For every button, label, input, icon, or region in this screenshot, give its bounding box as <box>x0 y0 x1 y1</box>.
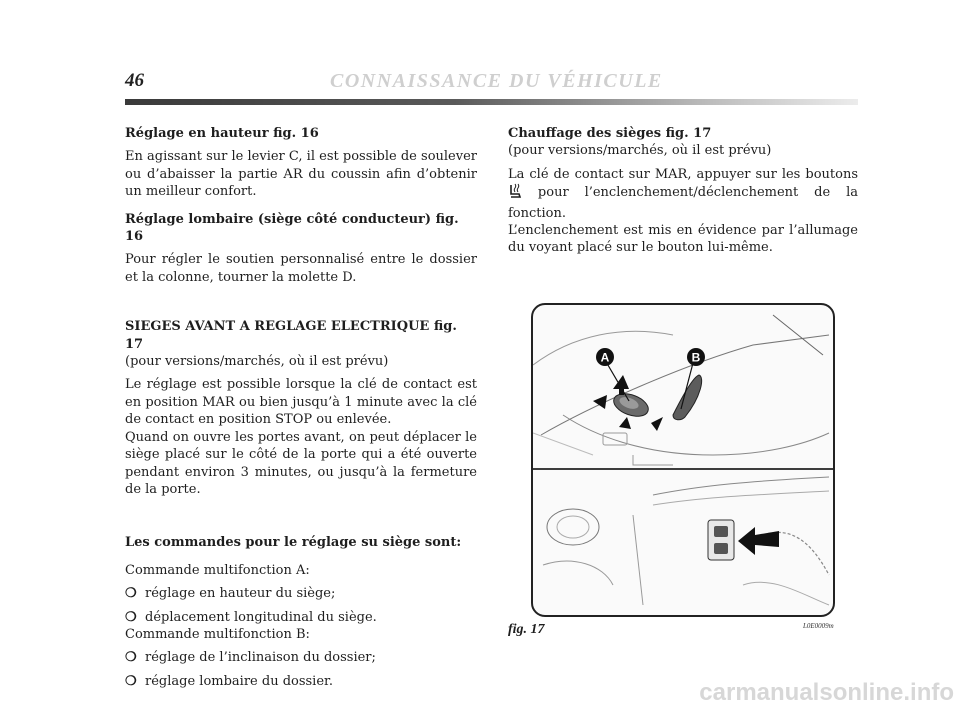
list-item-text: réglage en hauteur du siège; <box>145 586 336 602</box>
watermark: carmanualsonline.info <box>699 679 954 706</box>
list-item <box>125 609 477 626</box>
right-column <box>508 125 858 257</box>
bullet-circle-icon: ❍ <box>125 609 137 625</box>
section-title-lumbar: Réglage lombaire (siège côté conducteur) fig. 16 <box>125 211 459 245</box>
label-a: A <box>600 350 610 365</box>
upper-panel <box>533 315 829 465</box>
section-text-heated-2: L’enclenchement est mis en évidence par l’allumage du voyant placé sur le bouton lui-même. <box>508 223 858 256</box>
control-a-title: Commande multifonction A: <box>125 562 310 578</box>
page-header-title: CONNAISSANCE DU VÉHICULE <box>330 70 663 92</box>
list-item-text: réglage lombaire du dossier. <box>145 673 333 689</box>
figure-17 <box>531 303 835 617</box>
page-number: 46 <box>125 70 144 91</box>
list-item-text: réglage de l’inclinaison du dossier; <box>145 650 376 666</box>
text-after-icon: pour l’enclenchement/déclenchement de la fonction. <box>508 185 858 221</box>
section-text-lumbar: Pour régler le soutien personnalisé entre le dossier et la colonne, tourner la molette D. <box>125 252 477 285</box>
section-text-electric-1: Le réglage est possible lorsque la clé de contact est en position MAR ou bien jusqu’à 1 minute avec la clé de contact en position STOP ou enlevée. <box>125 377 477 428</box>
figure-code: L0E0009m <box>803 622 834 630</box>
section-title-controls: Les commandes pour le réglage su siège sont: <box>125 535 462 551</box>
left-column <box>125 125 477 690</box>
heated-seat-icon <box>508 183 522 204</box>
section-title-electric-seats: SIEGES AVANT A REGLAGE ELECTRIQUE fig. 17 <box>125 319 457 352</box>
list-item <box>125 585 477 602</box>
list-item <box>125 649 477 666</box>
label-b: B <box>691 350 701 365</box>
header-rule <box>125 99 858 105</box>
bullet-circle-icon: ❍ <box>125 673 137 689</box>
bullet-circle-icon: ❍ <box>125 650 137 666</box>
section-subtitle-electric-seats: (pour versions/marchés, où il est prévu) <box>125 354 389 370</box>
section-title-height: Réglage en hauteur fig. 16 <box>125 126 319 141</box>
text-before-icon: La clé de contact sur MAR, appuyer sur les boutons <box>508 166 858 182</box>
section-text-height: En agissant sur le levier C, il est possible de soulever ou d’abaisser la partie AR du coussin afin d’obtenir un meilleur confort. <box>125 149 477 200</box>
section-text-heated-1 <box>508 166 858 222</box>
lower-panel <box>543 477 829 605</box>
figure-caption: fig. 17 <box>508 622 545 637</box>
list-item-text: déplacement longitudinal du siège. <box>145 609 377 625</box>
control-b-title: Commande multifonction B: <box>125 626 310 642</box>
section-text-electric-2: Quand on ouvre les portes avant, on peut déplacer le siège placé sur le côté de la porte qui a été ouverte pendant environ 3 minutes, ou jusqu’à la fermeture de la porte. <box>125 429 477 497</box>
bullet-circle-icon: ❍ <box>125 586 137 602</box>
section-title-heated-seats: Chauffage des sièges fig. 17 <box>508 126 712 141</box>
list-item <box>125 673 477 690</box>
seat-controls-illustration <box>533 305 833 615</box>
section-subtitle-heated-seats: (pour versions/marchés, où il est prévu) <box>508 143 772 159</box>
